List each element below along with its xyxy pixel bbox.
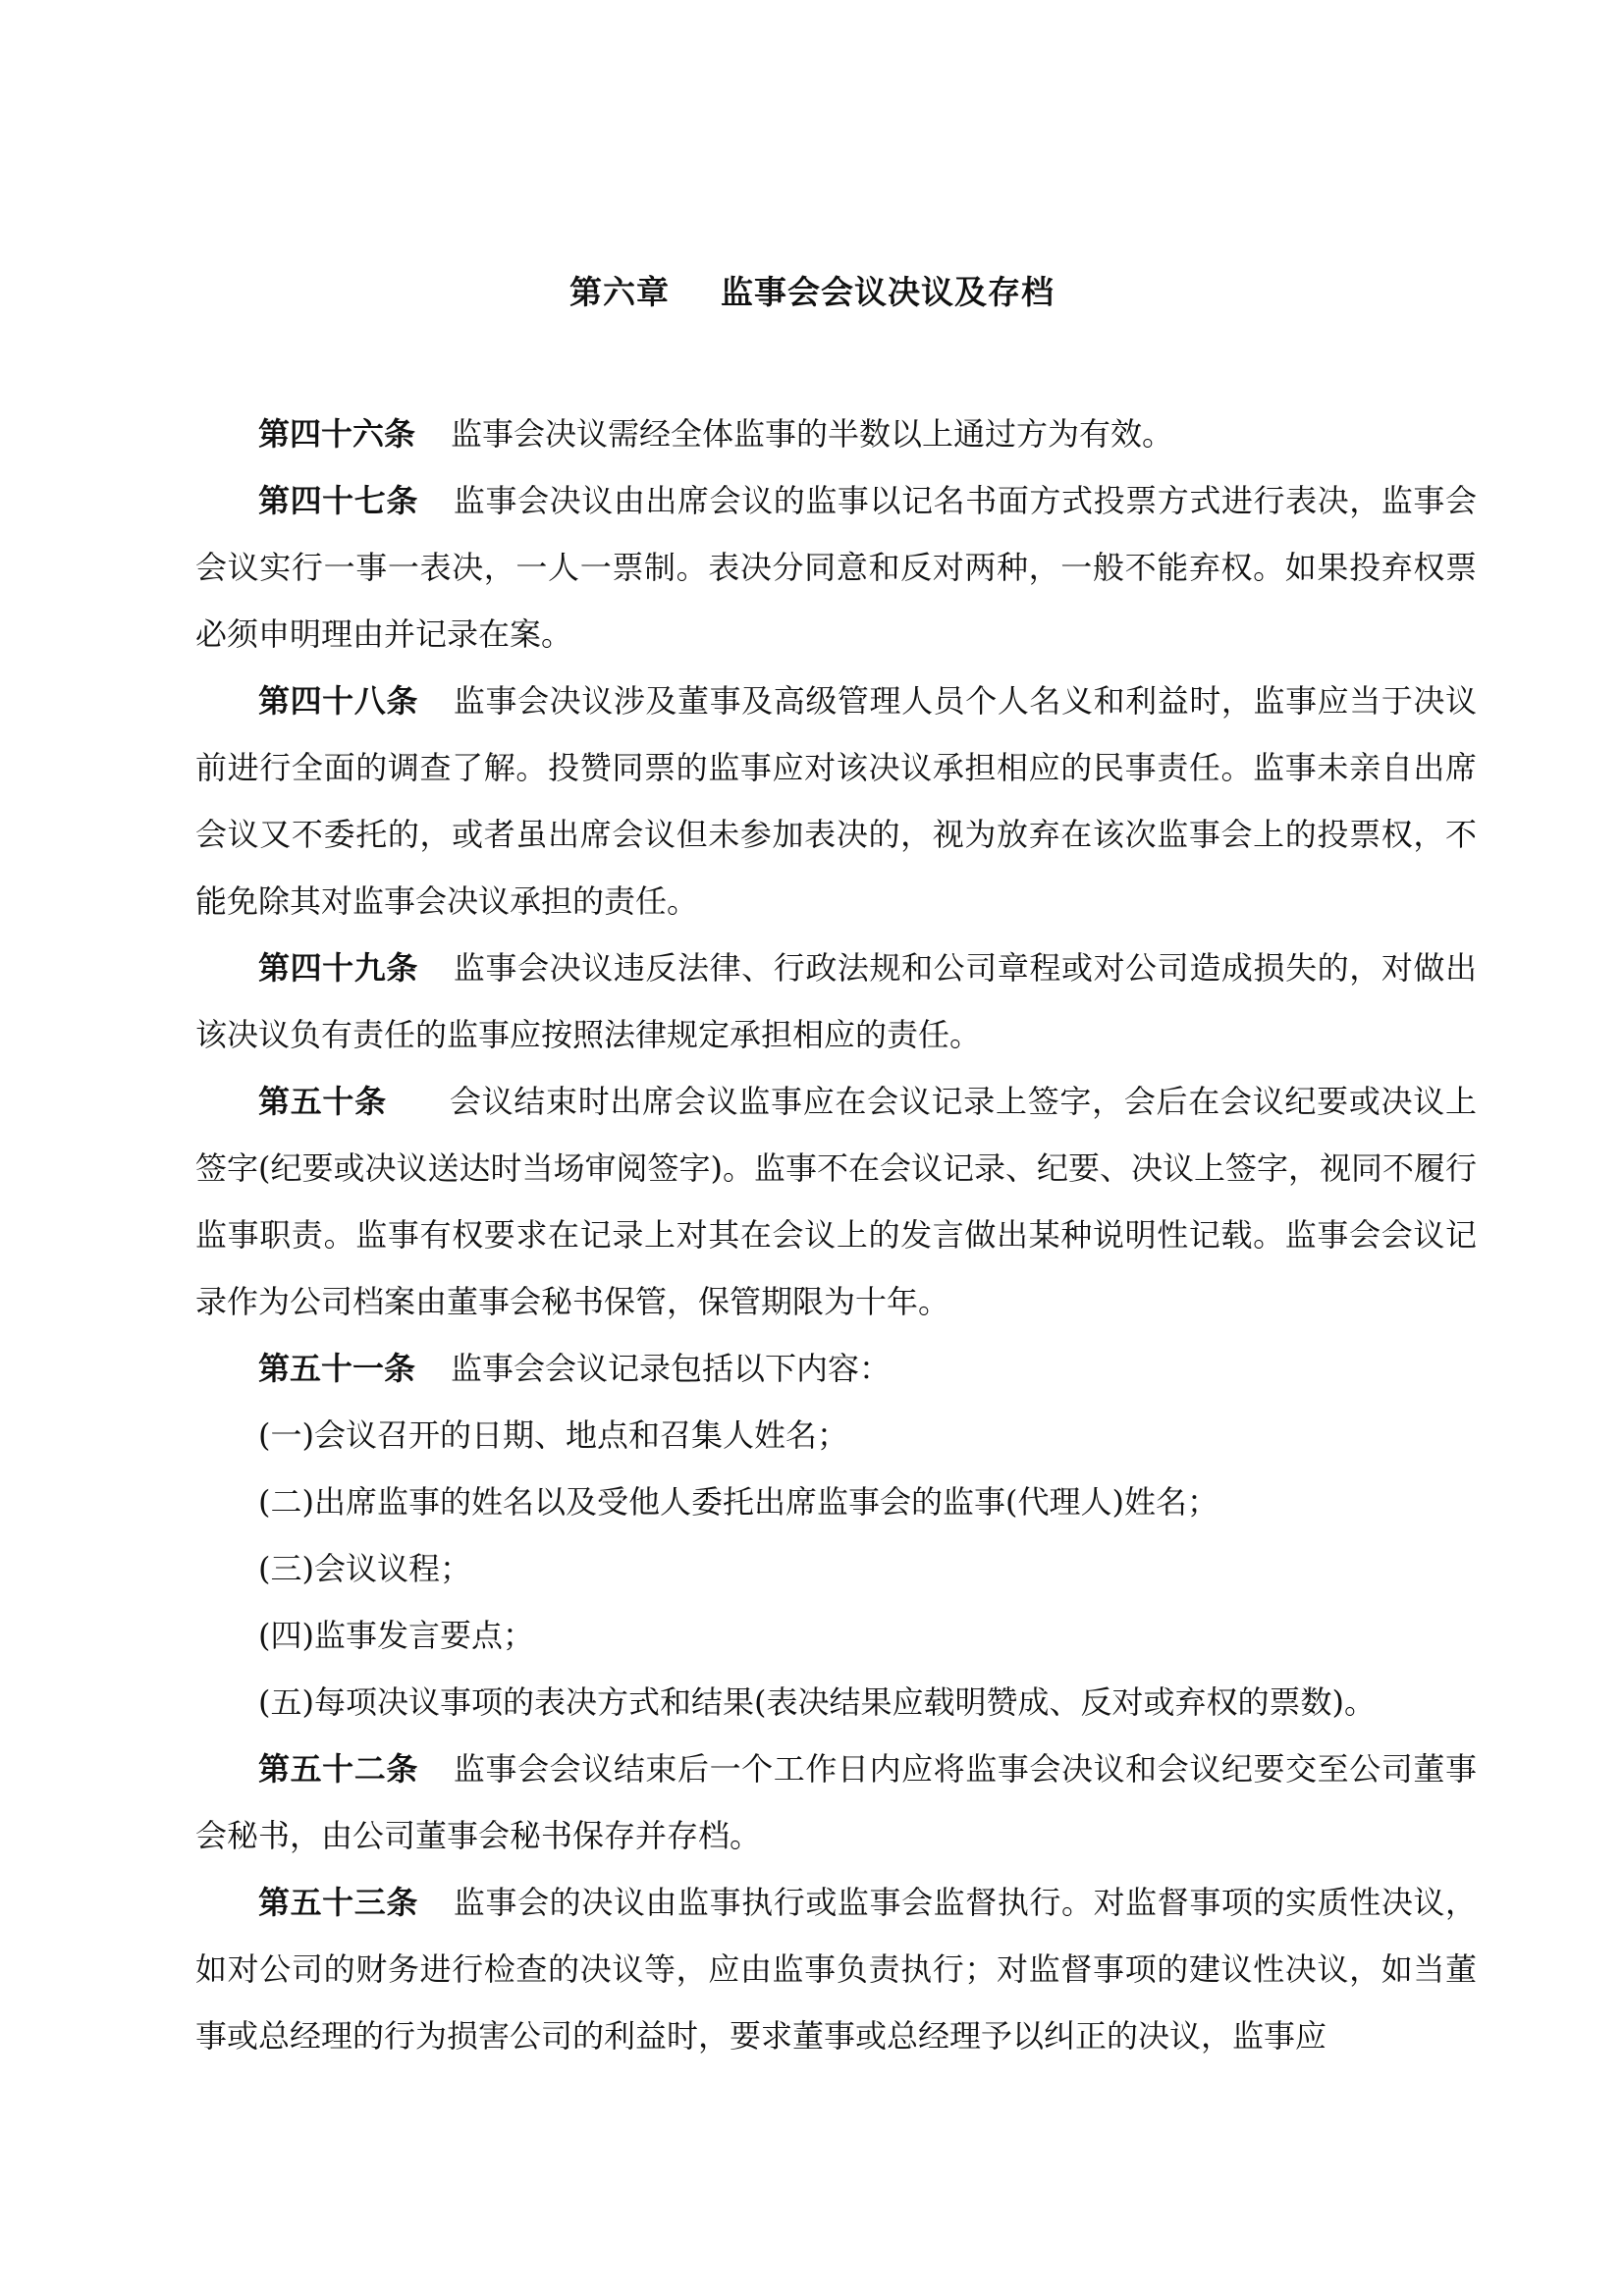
- list-item: (二)出席监事的姓名以及受他人委托出席监事会的监事(代理人)姓名；: [258, 1483, 1218, 1521]
- article-number: 第五十二条: [258, 1750, 418, 1788]
- article-number: 第五十三条: [258, 1884, 418, 1921]
- article-48: [195, 667, 1477, 934]
- article-text: 监事会的决议由监事执行或监事会监督执行。对监督事项的实质性决议，如对公司的财务进行检查的决议等，应由监事负责执行；对监督事项的建议性决议，如当董事或总经理的行为损害公司的利益时，要求董事或总经理予以纠正的决议，监事应: [195, 1884, 1477, 2055]
- chapter-number: 第六章: [569, 273, 670, 311]
- article-number: 第五十条: [258, 1083, 387, 1120]
- list-item: (一)会议召开的日期、地点和召集人姓名；: [258, 1416, 848, 1454]
- chapter-heading: [0, 267, 1624, 313]
- article-text: 监事会会议结束后一个工作日内应将监事会决议和会议纪要交至公司董事会秘书，由公司董事会秘书保存并存档。: [195, 1750, 1477, 1854]
- article-53: [195, 1869, 1477, 2069]
- chapter-title: 监事会会议决议及存档: [721, 273, 1055, 311]
- article-number: 第五十一条: [258, 1350, 416, 1387]
- article-text: 监事会会议记录包括以下内容：: [451, 1350, 892, 1387]
- article-number: 第四十六条: [258, 415, 416, 453]
- article-text: 监事会决议涉及董事及高级管理人员个人名义和利益时，监事应当于决议前进行全面的调查了解。投赞同票的监事应对该决议承担相应的民事责任。监事未亲自出席会议又不委托的，或者虽出席会议但未参加表决的，视为放弃在该次监事会上的投票权，不能免除其对监事会决议承担的责任。: [195, 682, 1477, 920]
- article-text: 监事会决议由出席会议的监事以记名书面方式投票方式进行表决，监事会会议实行一事一表决，一人一票制。表决分同意和反对两种，一般不能弃权。如果投弃权票必须申明理由并记录在案。: [195, 482, 1477, 653]
- article-47: [195, 467, 1477, 667]
- list-item: (四)监事发言要点；: [258, 1617, 534, 1654]
- article-number: 第四十八条: [258, 682, 418, 720]
- article-46: [195, 400, 1477, 467]
- article-52: [195, 1735, 1477, 1869]
- article-text: 监事会决议违反法律、行政法规和公司章程或对公司造成损失的，对做出该决议负有责任的监事应按照法律规定承担相应的责任。: [195, 949, 1477, 1053]
- document-body: [195, 400, 1477, 2069]
- article-text: 会议结束时出席会议监事应在会议记录上签字，会后在会议纪要或决议上签字(纪要或决议送达时当场审阅签字)。监事不在会议记录、纪要、决议上签字，视同不履行监事职责。监事有权要求在记录上对其在会议上的发言做出某种说明性记载。监事会会议记录作为公司档案由董事会秘书保管，保管期限为十年。: [195, 1083, 1477, 1320]
- article-text: 监事会决议需经全体监事的半数以上通过方为有效。: [451, 415, 1174, 453]
- article-51: [195, 1335, 1477, 1402]
- article-number: 第四十九条: [258, 949, 418, 987]
- article-49: [195, 934, 1477, 1068]
- article-50: [195, 1068, 1477, 1335]
- list-item: (五)每项决议事项的表决方式和结果(表决结果应载明赞成、反对或弃权的票数)。: [258, 1683, 1376, 1721]
- article-number: 第四十七条: [258, 482, 418, 519]
- list-item: (三)会议议程；: [258, 1550, 471, 1587]
